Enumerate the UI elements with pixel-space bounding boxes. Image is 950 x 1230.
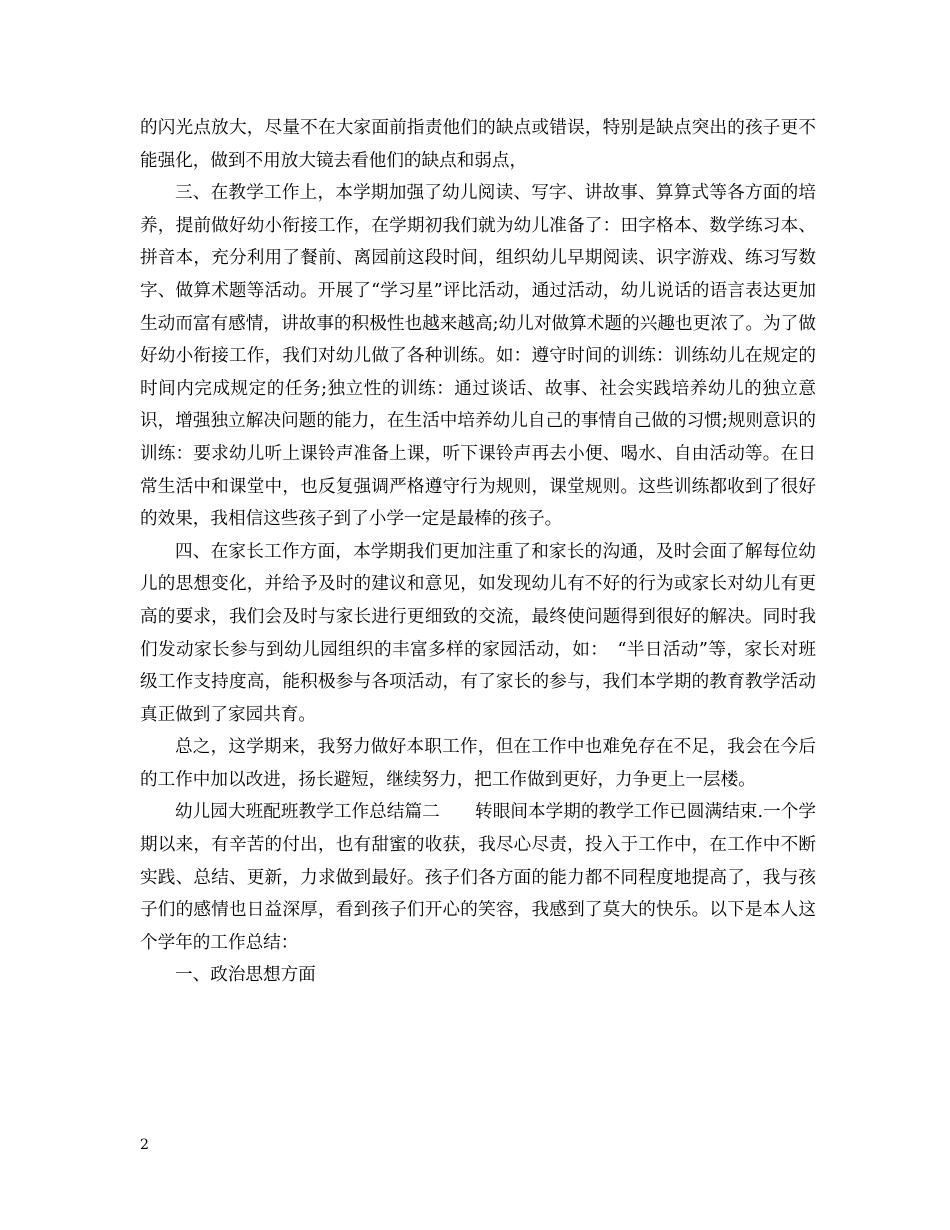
paragraph-4: 总之，这学期来，我努力做好本职工作，但在工作中也难免存在不足，我会在今后的工作中加以改进，扬长避短，继续努力，把工作做到更好，力争更上一层楼。 [140, 737, 816, 790]
document-body [140, 112, 816, 992]
page-number: 2 [140, 1137, 149, 1153]
paragraph-1: 的闪光点放大，尽量不在大家面前指责他们的缺点或错误，特别是缺点突出的孩子更不能强化，做到不用放大镜去看他们的缺点和弱点， [140, 118, 816, 171]
paragraph-3: 四、在家长工作方面，本学期我们更加注重了和家长的沟通，及时会面了解每位幼儿的思想变化，并给予及时的建议和意见，如发现幼儿有不好的行为或家长对幼儿有更高的要求，我们会及时与家长进行更细致的交流，最终使问题得到很好的解决。同时我们发动家长参与到幼儿园组织的丰富多样的家园活动，如： “半日活动”等，家长对班级工作支持度高，能积极参与各项活动，有了家长的参与，我们本学期的教育教学活动真正做到了家园共育。 [140, 541, 816, 725]
section-heading: 一、政治思想方面 [175, 965, 316, 986]
paragraph-5: 幼儿园大班配班教学工作总结篇二 转眼间本学期的教学工作已圆满结束.一个学期以来，有辛苦的付出，也有甜蜜的收获，我尽心尽责，投入于工作中，在工作中不断实践、总结、更新，力求做到最好。孩子们各方面的能力都不同程度地提高了，我与孩子们的感情也日益深厚，看到孩子们开心的笑容，我感到了莫大的快乐。以下是本人这个学年的工作总结： [140, 802, 816, 953]
paragraph-2: 三、在教学工作上，本学期加强了幼儿阅读、写字、讲故事、算算式等各方面的培养，提前做好幼小衔接工作，在学期初我们就为幼儿准备了：田字格本、数学练习本、拼音本，充分利用了餐前、离园前这段时间，组织幼儿早期阅读、识字游戏、练习写数字、做算术题等活动。开展了“学习星”评比活动，通过活动，幼儿说话的语言表达更加生动而富有感情，讲故事的积极性也越来越高;幼儿对做算术题的兴趣也更浓了。为了做好幼小衔接工作，我们对幼儿做了各种训练。如：遵守时间的训练：训练幼儿在规定的时间内完成规定的任务;独立性的训练：通过谈话、故事、社会实践培养幼儿的独立意识，增强独立解决问题的能力，在生活中培养幼儿自己的事情自己做的习惯;规则意识的训练：要求幼儿听上课铃声准备上课，听下课铃声再去小便、喝水、自由活动等。在日常生活中和课堂中，也反复强调严格遵守行为规则，课堂规则。这些训练都收到了很好的效果，我相信这些孩子到了小学一定是最棒的孩子。 [140, 183, 816, 530]
